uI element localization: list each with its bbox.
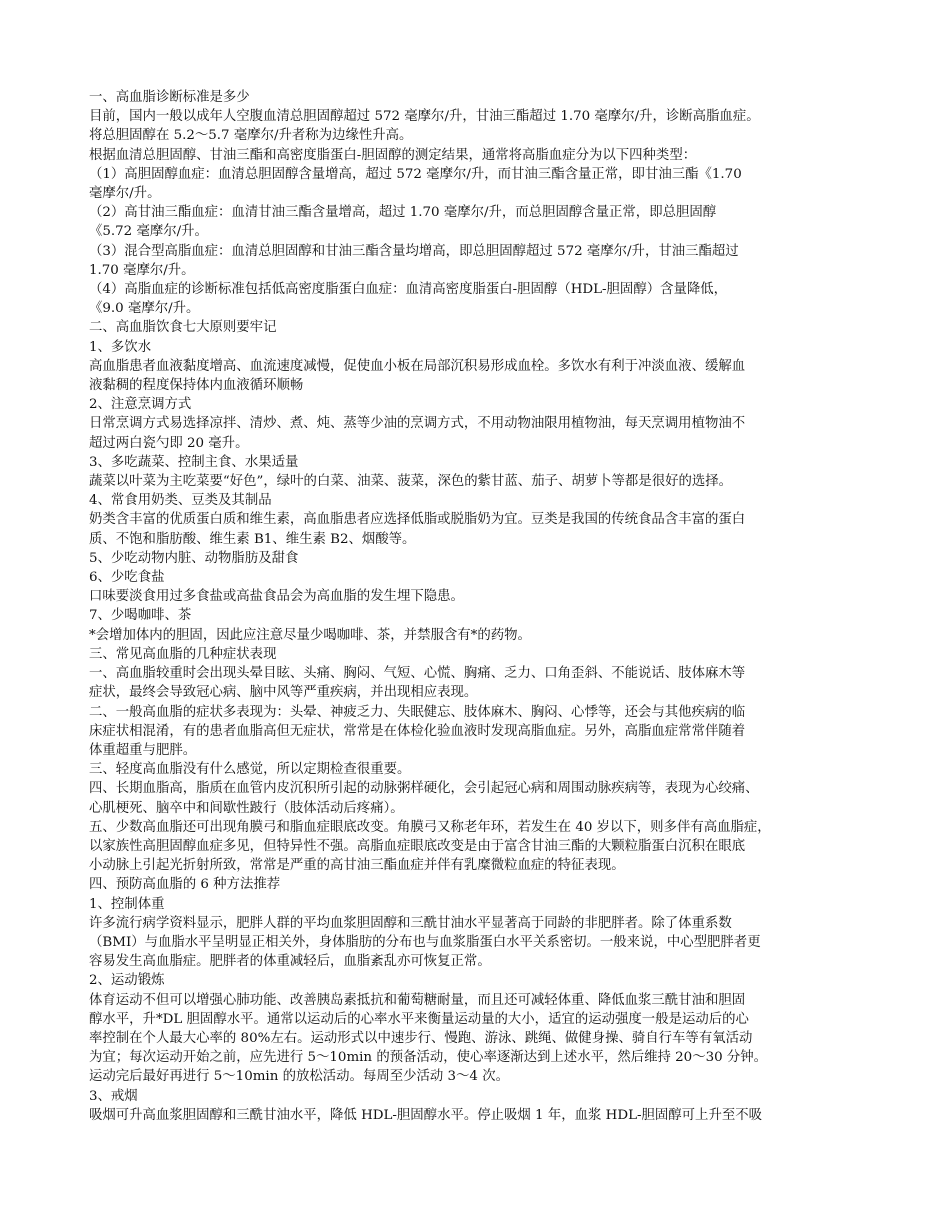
text-line: 口味要淡食用过多食盐或高盐食品会为高血脂的发生埋下隐患。 [89, 589, 464, 605]
text-line: *会增加体内的胆固，因此应注意尽量少喝咖啡、茶，并禁服含有*的药物。 [89, 627, 531, 643]
text-line: 许多流行病学资料显示，肥胖人群的平均血浆胆固醇和三酰甘油水平显著高于同龄的非肥胖者。除了体重系数 [89, 915, 732, 931]
text-line: 2、注意烹调方式 [89, 397, 192, 413]
text-line: 3、多吃蔬菜、控制主食、水果适量 [89, 454, 299, 470]
text-line: 三、轻度高血脂没有什么感觉，所以定期检查很重要。 [89, 762, 411, 778]
text-line: 率控制在个人最大心率的 80%左右。运动形式以中速步行、慢跑、游泳、跳绳、做健身操、骑自行车等有氧活动 [89, 1030, 753, 1046]
text-line: 根据血清总胆固醇、甘油三酯和高密度脂蛋白-胆固醇的测定结果，通常将高脂血症分为以下四种类型： [89, 147, 697, 163]
text-line: 床症状相混淆，有的患者血脂高但无症状，常常是在体检化验血液时发现高脂血症。另外，高脂血症常常伴随着 [89, 723, 746, 739]
text-line: 毫摩尔/升。 [89, 186, 161, 202]
text-line: 四、长期血脂高，脂质在血管内皮沉积所引起的动脉粥样硬化，会引起冠心病和周围动脉疾病等，表现为心绞痛、 [89, 781, 759, 797]
text-line: 一、高血脂诊断标准是多少 [89, 90, 250, 105]
text-line: 症状，最终会导致冠心病、脑中风等严重疾病，并出现相应表现。 [89, 685, 478, 701]
text-line: 五、少数高血脂还可出现角膜弓和脂血症眼底改变。角膜弓又称老年环，若发生在 40 岁以下，则多伴有高血脂症， [89, 819, 771, 835]
text-line: 以家族性高胆固醇血症多见，但特异性不强。高脂血症眼底改变是由于富含甘油三酯的大颗粒脂蛋白沉积在眼底 [89, 838, 746, 854]
text-line: 为宜；每次运动开始之前，应先进行 5～10min 的预备活动，使心率逐渐达到上述水平，然后维持 20～30 分钟。 [89, 1050, 768, 1066]
text-line: 容易发生高血脂症。肥胖者的体重减轻后，血脂紊乱亦可恢复正常。 [89, 954, 491, 970]
text-line: 体重超重与肥胖。 [89, 742, 197, 758]
text-line: 6、少吃食盐 [89, 570, 165, 586]
text-line: 蔬菜以叶菜为主吃菜要“好色”，绿叶的白菜、油菜、菠菜，深色的紫甘蓝、茄子、胡萝卜等都是很好的选择。 [89, 474, 733, 490]
text-line: 小动脉上引起光折射所致，常常是严重的高甘油三酯血症并伴有乳糜微粒血症的特征表现。 [89, 858, 625, 874]
text-line: 二、高血脂饮食七大原则要牢记 [89, 320, 277, 336]
text-line: （BMI）与血脂水平呈明显正相关外，身体脂肪的分布也与血浆脂蛋白水平关系密切。一般来说，中心型肥胖者更 [89, 934, 761, 950]
text-line: 日常烹调方式易选择凉拌、清炒、煮、炖、蒸等少油的烹调方式，不用动物油限用植物油，每天烹调用植物油不 [89, 416, 746, 432]
text-line: 《9.0 毫摩尔/升。 [89, 301, 200, 317]
text-line: （1）高胆固醇血症：血清总胆固醇含量增高，超过 572 毫摩尔/升，而甘油三酯含量正常，即甘油三酯《1.70 [89, 166, 742, 182]
text-line: 运动完后最好再进行 5～10min 的放松活动。每周至少活动 3～4 次。 [89, 1069, 509, 1085]
text-line: 超过两白瓷勺即 20 毫升。 [89, 435, 249, 451]
text-line: 高血脂患者血液黏度增高、血流速度减慢，促使血小板在局部沉积易形成血栓。多饮水有利于冲淡血液、缓解血 [89, 358, 746, 374]
text-line: 目前，国内一般以成年人空腹血清总胆固醇超过 572 毫摩尔/升，甘油三酯超过 1.70 毫摩尔/升，诊断高脂血症。 [89, 109, 760, 125]
text-line: 《5.72 毫摩尔/升。 [89, 224, 208, 240]
text-line: 5、少吃动物内脏、动物脂肪及甜食 [89, 550, 299, 566]
text-line: 1.70 毫摩尔/升。 [89, 262, 195, 278]
text-line: （3）混合型高脂血症：血清总胆固醇和甘油三酯含量均增高，即总胆固醇超过 572 毫摩尔/升，甘油三酯超过 [89, 243, 739, 259]
text-line: 心肌梗死、脑卒中和间歇性跛行（肢体活动后疼痛）。 [89, 800, 404, 816]
text-line: 二、一般高血脂的症状多表现为：头晕、神疲乏力、失眠健忘、肢体麻木、胸闷、心悸等，还会与其他疾病的临 [89, 704, 746, 720]
text-line: 奶类含丰富的优质蛋白质和维生素，高血脂患者应选择低脂或脱脂奶为宜。豆类是我国的传统食品含丰富的蛋白 [89, 512, 746, 528]
text-line: 4、常食用奶类、豆类及其制品 [89, 493, 272, 509]
text-line: 醇水平，升*DL 胆固醇水平。通常以运动后的心率水平来衡量运动量的大小，适宜的运动强度一般是运动后的心 [89, 1011, 749, 1027]
text-line: 1、控制体重 [89, 896, 165, 912]
text-line: 将总胆固醇在 5.2～5.7 毫摩尔/升者称为边缘性升高。 [89, 128, 413, 144]
text-line: 质、不饱和脂肪酸、维生素 B1、维生素 B2、烟酸等。 [89, 531, 416, 547]
text-line: 3、戒烟 [89, 1088, 138, 1104]
text-line: 7、少喝咖啡、茶 [89, 608, 192, 624]
text-line: 四、预防高血脂的 6 种方法推荐 [89, 877, 281, 893]
text-line: 液黏稠的程度保持体内血液循环顺畅 [89, 378, 304, 394]
text-line: 三、常见高血脂的几种症状表现 [89, 646, 277, 662]
text-line: （4）高脂血症的诊断标准包括低高密度脂蛋白血症：血清高密度脂蛋白-胆固醇（HDL-胆固醇）含量降低， [89, 282, 728, 298]
text-line: （2）高甘油三酯血症：血清甘油三酯含量增高，超过 1.70 毫摩尔/升，而总胆固醇含量正常，即总胆固醇 [89, 205, 717, 221]
text-line: 2、运动锻炼 [89, 973, 165, 989]
text-line: 一、高血脂较重时会出现头晕目眩、头痛、胸闷、气短、心慌、胸痛、乏力、口角歪斜、不能说话、肢体麻木等 [89, 666, 746, 682]
text-line: 1、多饮水 [89, 339, 152, 355]
text-line: 吸烟可升高血浆胆固醇和三酰甘油水平，降低 HDL-胆固醇水平。停止吸烟 1 年，血浆 HDL-胆固醇可上升至不吸 [89, 1107, 762, 1123]
text-line: 体育运动不但可以增强心肺功能、改善胰岛素抵抗和葡萄糖耐量，而且还可减轻体重、降低血浆三酰甘油和胆固 [89, 992, 746, 1008]
